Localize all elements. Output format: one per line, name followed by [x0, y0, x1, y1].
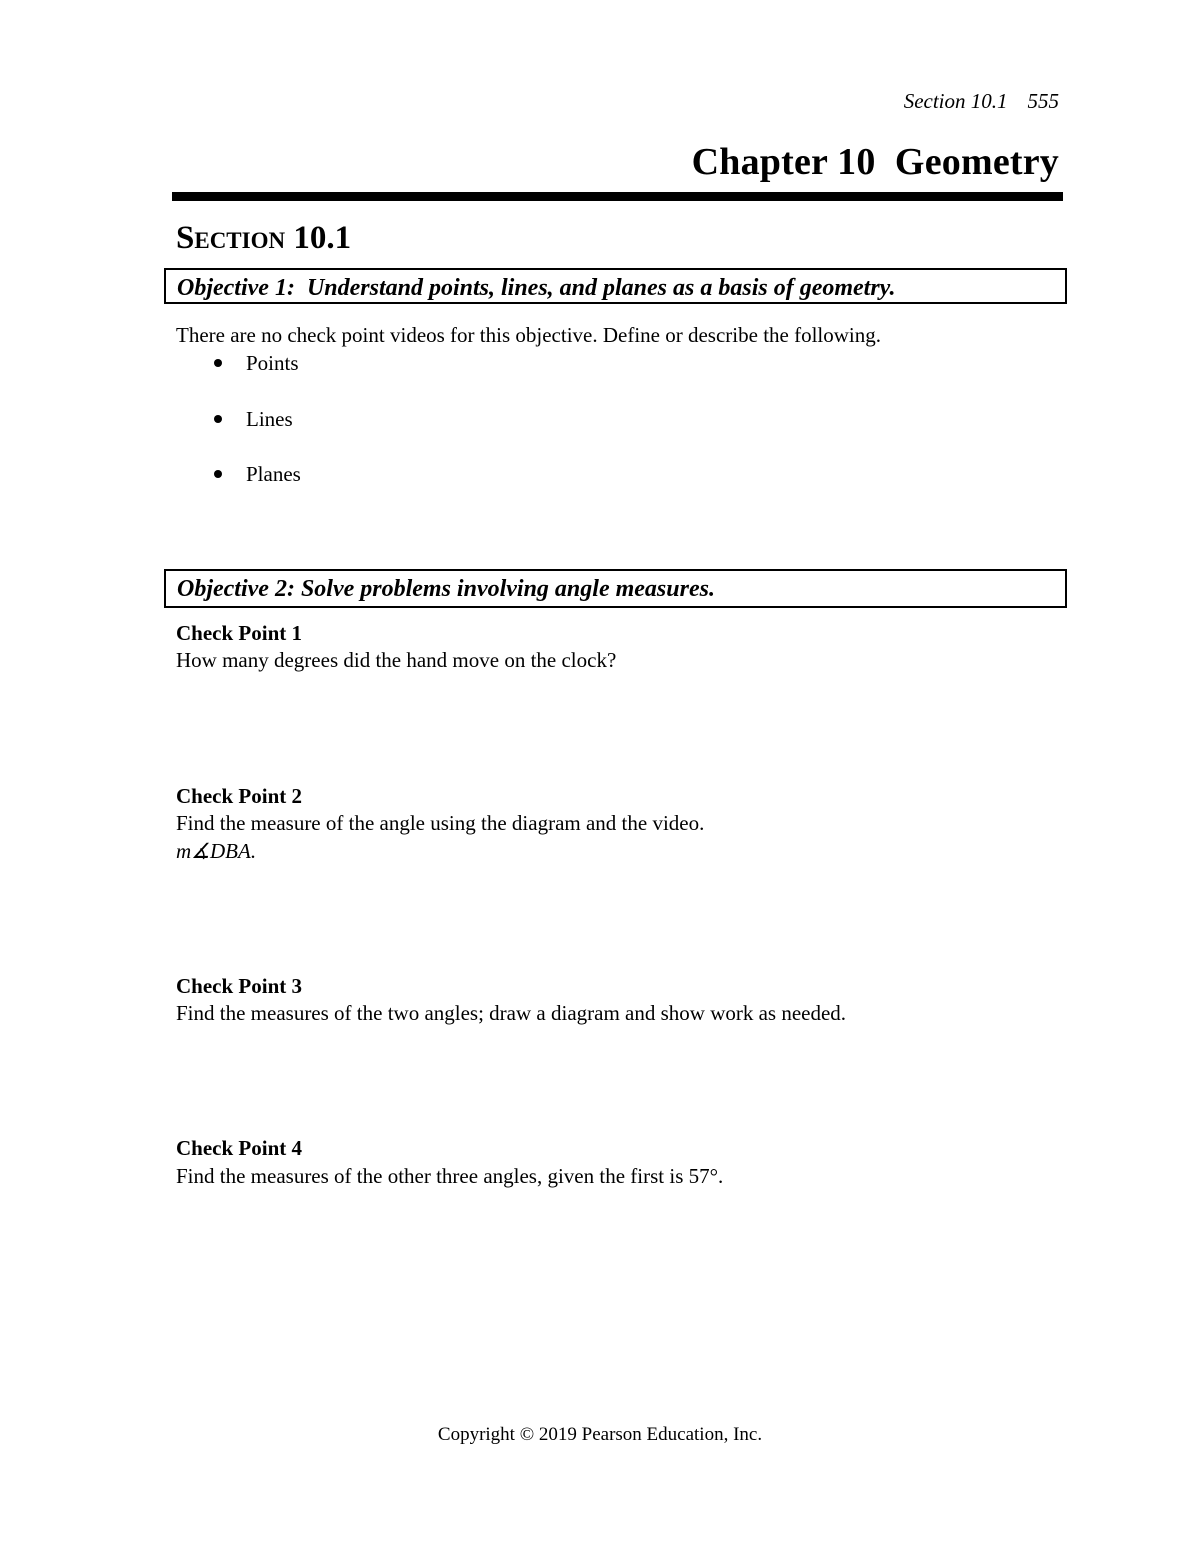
check-point-2-text: Find the measure of the angle using the diagram and the video.: [176, 811, 705, 835]
list-item-label: Points: [246, 351, 299, 375]
check-point-3-text: Find the measures of the two angles; draw a diagram and show work as needed.: [176, 1001, 847, 1025]
bullet-icon: [214, 415, 222, 423]
title-rule: [172, 192, 1063, 201]
check-point-1-title: Check Point 1: [176, 621, 302, 645]
check-point-3-title: Check Point 3: [176, 974, 302, 998]
bullet-icon: [214, 359, 222, 367]
list-item-points: [214, 351, 299, 376]
list-item-planes: [214, 462, 301, 487]
copyright-footer: Copyright © 2019 Pearson Education, Inc.: [437, 1424, 763, 1445]
check-point-4-text: Find the measures of the other three angles, given the first is 57°.: [176, 1164, 724, 1188]
objective-2-box: [164, 569, 1067, 608]
running-header: [904, 89, 1059, 114]
list-item-lines: [214, 407, 293, 432]
check-point-2-title: Check Point 2: [176, 784, 302, 808]
list-item-label: Planes: [246, 462, 301, 486]
chapter-title: Chapter 10 Geometry: [691, 141, 1059, 183]
check-point-4-title: Check Point 4: [176, 1136, 302, 1160]
page-number: 555: [1027, 89, 1059, 113]
objective-1-box: [164, 268, 1067, 304]
check-point-2-expression: m∡DBA.: [176, 839, 257, 863]
objective-1-intro: There are no check point videos for this objective. Define or describe the following.: [176, 323, 882, 347]
running-header-section: Section 10.1: [903, 89, 1008, 113]
check-point-1-text: How many degrees did the hand move on the clock?: [176, 648, 617, 672]
section-heading: Section 10.1: [176, 220, 352, 256]
list-item-label: Lines: [246, 407, 293, 431]
objective-2-title: Objective 2: Solve problems involving angle measures.: [177, 576, 715, 602]
bullet-icon: [214, 470, 222, 478]
objective-1-title: Objective 1: Understand points, lines, and planes as a basis of geometry.: [177, 275, 896, 301]
